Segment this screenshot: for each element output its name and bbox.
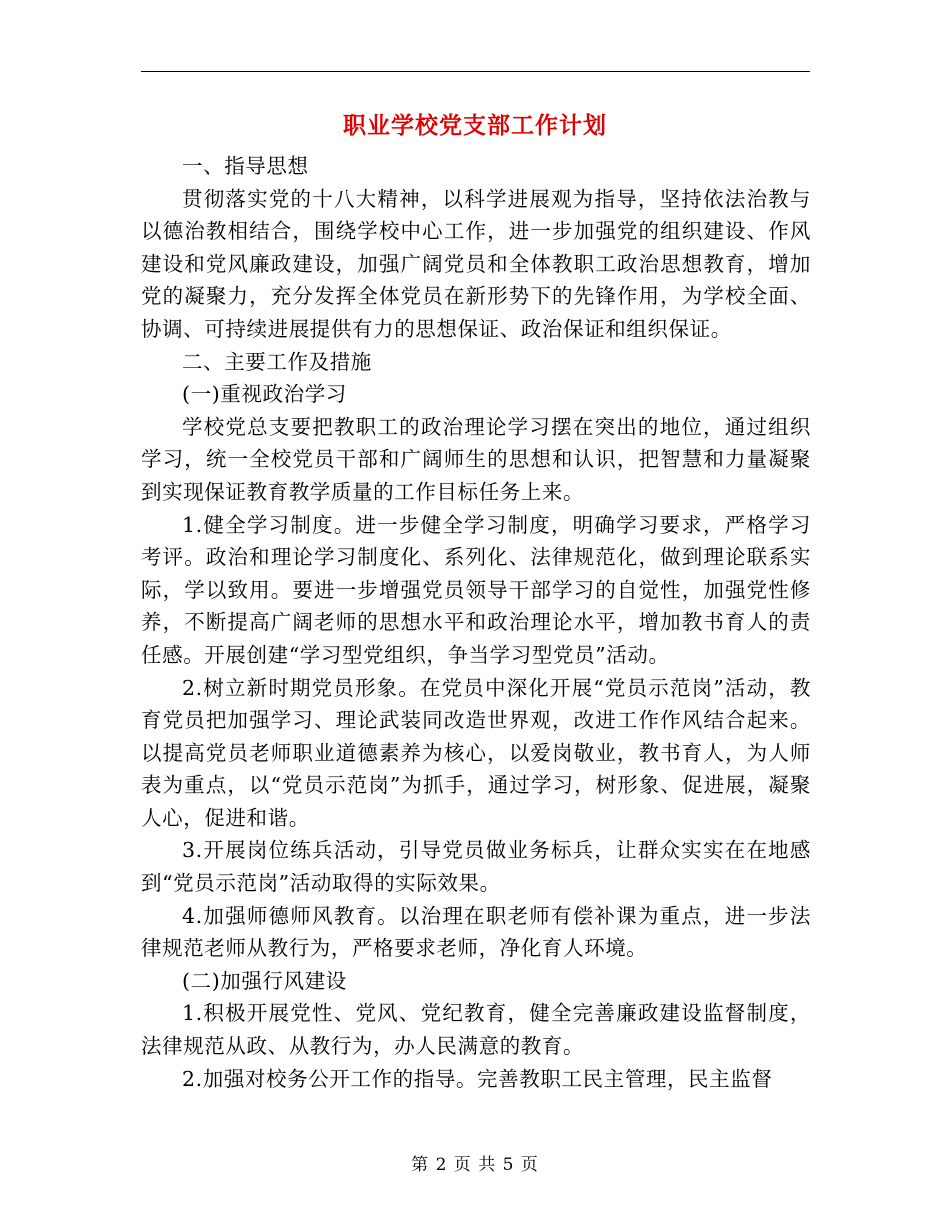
- document-body: [141, 150, 811, 1095]
- section-heading-guiding-ideology: 一、指导思想: [182, 154, 309, 178]
- list-item-paragraph: 2.加强对校务公开工作的指导。完善教职工民主管理，民主监督: [182, 1066, 773, 1091]
- section-heading-main-work: 二、主要工作及措施: [182, 349, 372, 374]
- list-item-paragraph: 2.树立新时期党员形象。在党员中深化开展“党员示范岗”活动，教育党员把加强学习、理论武装同改造世界观，改进工作作风结合起来。以提高党员老师职业道德素养为核心，以爱岗敬业，教书育人，为人师表为重点，以“党员示范岗”为抓手，通过学习，树形象、促进展，凝聚人心，促进和谐。: [141, 675, 811, 830]
- list-item-paragraph: 1.健全学习制度。进一步健全学习制度，明确学习要求，严格学习考评。政治和理论学习制度化、系列化、法律规范化，做到理论联系实际，学以致用。要进一步增强党员领导干部学习的自觉性，加强党性修养，不断提高广阔老师的思想水平和政治理论水平，增加教书育人的责任感。开展创建“学习型党组织，争当学习型党员”活动。: [141, 512, 811, 667]
- list-item-paragraph: 3.开展岗位练兵活动，引导党员做业务标兵，让群众实实在在地感到“党员示范岗”活动取得的实际效果。: [141, 838, 811, 896]
- header-rule: [141, 71, 810, 72]
- page-number: 第 2 页 共 5 页: [411, 1155, 539, 1175]
- subsection-heading-political-study: (一)重视政治学习: [182, 382, 347, 407]
- document-title: 职业学校党支部工作计划: [343, 112, 607, 139]
- list-item-paragraph: 1.积极开展党性、党风、党纪教育，健全完善廉政建设监督制度，法律规范从政、从教行为，办人民满意的教育。: [141, 1001, 811, 1059]
- subsection-heading-conduct: (二)加强行风建设: [182, 968, 347, 993]
- paragraph: 贯彻落实党的十八大精神，以科学进展观为指导，坚持依法治教与以德治教相结合，围绕学校中心工作，进一步加强党的组织建设、作风建设和党风廉政建设，加强广阔党员和全体教职工政治思想教育，增加党的凝聚力，充分发挥全体党员在新形势下的先锋作用，为学校全面、协调、可持续进展提供有力的思想保证、政治保证和组织保证。: [141, 186, 811, 341]
- paragraph: 学校党总支要把教职工的政治理论学习摆在突出的地位，通过组织学习，统一全校党员干部和广阔师生的思想和认识，把智慧和力量凝聚到实现保证教育教学质量的工作目标任务上来。: [141, 414, 811, 504]
- list-item-paragraph: 4.加强师德师风教育。以治理在职老师有偿补课为重点，进一步法律规范老师从教行为，严格要求老师，净化育人环境。: [141, 903, 811, 961]
